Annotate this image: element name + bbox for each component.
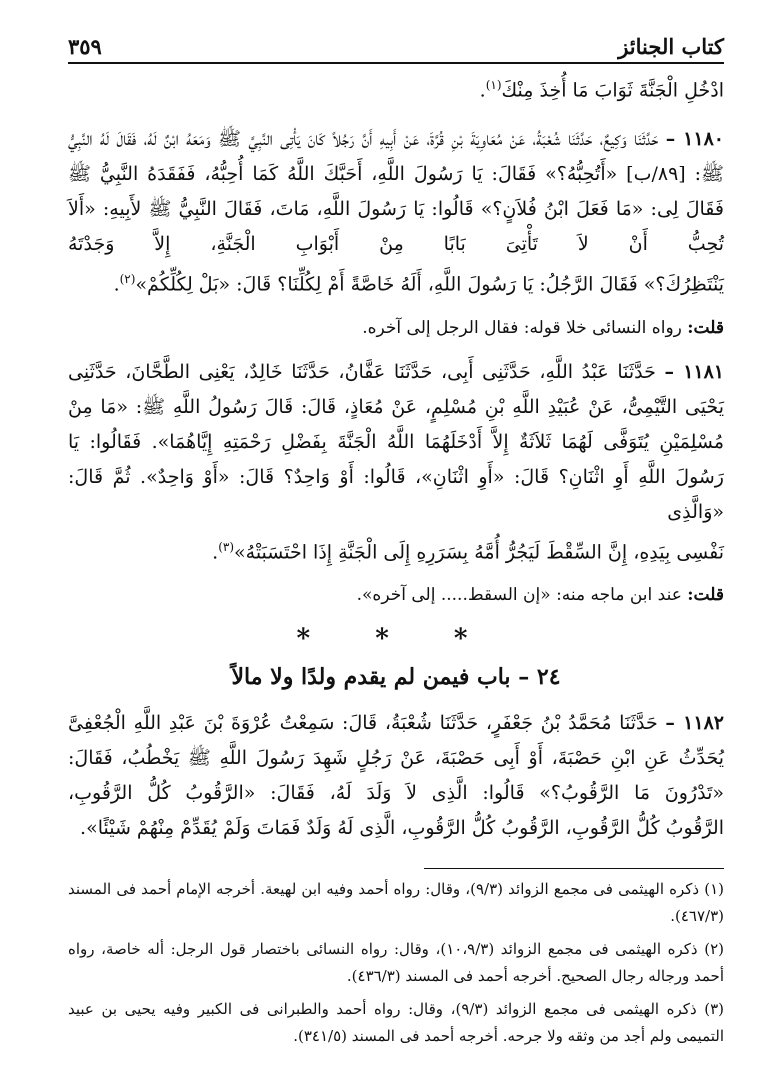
footnote-3: (٣) ذكره الهيثمى فى مجمع الزوائد (٩/٣)، وقال: رواه أحمد والطبرانى فى الكبير وفيه يحيى بن عبيد التميمى ولم أجد من وثقه ولا جرحه. أخرجه أحمد فى المسند (٣٤١/٥). — [68, 1000, 724, 1045]
hadith-number: ١١٨١ – — [664, 360, 725, 383]
hadith-last-line: نَفْسِى بِيَدِهِ، إِنَّ السِّقْطَ لَيَجُرُّ أُمَّهُ بِسَرَرِهِ إِلَى الْجَنَّةِ إِذَا احْتَسَبَتْهُ»$^{(٣)}$. — [212, 539, 724, 563]
page-header — [68, 30, 724, 64]
hadith-number: ١١٨٢ – — [665, 711, 724, 734]
hadith-last-text: يَنْتَظِرُكَ؟» فَقَالَ الرَّجُلُ: يَا رَسُولَ اللَّهِ، أَلَهُ خَاصَّةً أَمْ لِكُلِّنَا؟ قَالَ: «بَلْ لِكُلِّكُمْ» — [135, 273, 724, 296]
header-rule — [68, 62, 724, 64]
continued-text: ادْخُلِ الْجَنَّةَ ثَوَابَ مَا أُخِذَ مِنْكَ — [501, 79, 724, 102]
note-label: قلت: — [687, 317, 724, 338]
footnote-ref-2: (٢) — [119, 272, 136, 287]
hadith-text: حَدَّثَنَا عَبْدُ اللَّهِ، حَدَّثَنِى أَبِى، حَدَّثَنَا عَفَّانُ، حَدَّثَنَا خَالِدٌ، يَعْنِى الطَّحَّانَ، حَدَّثَنِى يَحْيَى التَّيْمِىُّ، عَنْ عُبَيْدِ اللَّهِ بْنِ مُسْلِمٍ، عَنْ مُعَاذٍ، قَالَ: قَالَ رَسُولُ اللَّهِ ﷺ: «مَا مِنْ مُسْلِمَيْنِ يُتَوَفَّى لَهُمَا ثَلاَثَةٌ إِلاَّ أَدْخَلَهُمَا اللَّهُ الْجَنَّةَ بِفَضْلِ رَحْمَتِهِ إِيَّاهُمَا». فَقَالُوا: يَا رَسُولَ اللَّهِ أَوِ اثْنَانِ؟ قَالَ: «أَوِ اثْنَانِ»، قَالُوا: أَوْ وَاحِدٌ؟ قَالَ: «أَوْ وَاحِدٌ». ثُمَّ قَالَ: «وَالَّذِى — [68, 360, 724, 523]
section-separator: * * * — [296, 623, 496, 654]
hadith-last-line: يَنْتَظِرُكَ؟» فَقَالَ الرَّجُلُ: يَا رَسُولَ اللَّهِ، أَلَهُ خَاصَّةً أَمْ لِكُلِّنَا؟ قَالَ: «بَلْ لِكُلِّكُمْ»$^{(٢)}$. — [113, 272, 724, 296]
note-text: عند ابن ماجه منه: «إن السقط..... إلى آخره». — [356, 584, 682, 605]
hadith-1182 — [68, 706, 724, 846]
page-body — [68, 68, 724, 846]
hadith-1180 — [68, 122, 724, 302]
footnote-2: (٢) ذكره الهيثمى فى مجمع الزوائد (١٠،٩/٣)، وقال: رواه النسائى باختصار قول الرجل: أله خاصة، رواه أحمد ورجاله رجال الصحيح. أخرجه أحمد فى المسند (٤٣٦/٣). — [68, 940, 724, 985]
scholar-note-2 — [68, 580, 724, 610]
continued-line: ادْخُلِ الْجَنَّةَ ثَوَابَ مَا أُخِذَ مِنْكَ$^{(١)}$. — [479, 78, 724, 102]
hadith-last-line: الرَّقُوبُ كُلُّ الرَّقُوبِ، الرَّقُوبُ كُلُّ الرَّقُوبِ، الَّذِى لَهُ وَلَدٌ فَمَاتَ وَلَمْ يُقَدِّمْ مِنْهُمْ شَيْئًا». — [80, 816, 724, 839]
hadith-1181 — [68, 355, 724, 570]
hadith-last-text: نَفْسِى بِيَدِهِ، إِنَّ السِّقْطَ لَيَجُرُّ أُمَّهُ بِسَرَرِهِ إِلَى الْجَنَّةِ إِذَا احْتَسَبَتْهُ» — [234, 540, 724, 563]
hadith-text: حَدَّثَنَا مُحَمَّدُ بْنُ جَعْفَرٍ، حَدَّثَنَا شُعْبَةُ، قَالَ: سَمِعْتُ عُرْوَةَ بْنَ عَبْدِ اللَّهِ الْجُعْفِىَّ يُحَدِّثُ عَنِ ابْنِ حَصْبَةَ، أَوْ أَبِى حَصْبَةَ، عَنْ رَجُلٍ شَهِدَ رَسُولَ اللَّهِ ﷺ يَخْطُبُ، فَقَالَ: «تَدْرُونَ مَا الرَّقُوبُ؟» قَالُوا: الَّذِى لاَ وَلَدَ لَهُ، فَقَالَ: «الرَّقُوبُ كُلُّ الرَّقُوبِ، — [68, 711, 724, 804]
footnote-1: (١) ذكره الهيثمى فى مجمع الزوائد (٩/٣)، وقال: رواه أحمد وفيه ابن لهيعة. أخرجه الإمام أحمد فى المسند (٤٦٧/٣). — [68, 880, 725, 925]
note-label: قلت: — [687, 584, 724, 605]
scholar-note-1 — [68, 313, 724, 343]
book-title: كتاب الجنائز — [618, 34, 724, 59]
note-text: رواه النسائى خلا قوله: فقال الرجل إلى آخره. — [362, 317, 682, 338]
footnote-ref-3: (٣) — [218, 539, 235, 554]
footnote-ref-1: (١) — [485, 78, 502, 92]
footnote-rule — [424, 868, 724, 869]
chapter-title: ٢٤ – باب فيمن لم يقدم ولدًا ولا مالاً — [231, 663, 561, 690]
hadith-number: ١١٨٠ – — [665, 128, 724, 151]
footnotes — [68, 876, 724, 1056]
page-number: ٣٥٩ — [68, 34, 102, 59]
hadith-text: حَدَّثَنَا وَكِيعٌ، حَدَّثَنَا شُعْبَةُ، عَنْ مُعَاوِيَةَ بْنِ قُرَّةَ، عَنْ أَبِيهِ أَنَّ رَجُلاً كَانَ يَأْتِى النَّبِيَّ ﷺ وَمَعَهُ ابْنٌ لَهُ، فَقَالَ لَهُ النَّبِيُّ ﷺ: [٨٩/ب] «أَتُحِبُّهُ؟» فَقَالَ: يَا رَسُولَ اللَّهِ، أَحَبَّكَ اللَّهُ كَمَا أُحِبُّهُ، فَفَقَدَهُ النَّبِيُّ ﷺ فَقَالَ لِى: «مَا فَعَلَ ابْنُ فُلاَنٍ؟» قَالُوا: يَا رَسُولَ اللَّهِ، مَاتَ، فَقَالَ النَّبِيُّ ﷺ لأَبِيهِ: «أَلاَ تُحِبُّ أَنْ لاَ تَأْتِىَ بَابًا مِنْ أَبْوَابِ الْجَنَّةِ، إِلاَّ وَجَدْتَهُ — [68, 128, 724, 256]
